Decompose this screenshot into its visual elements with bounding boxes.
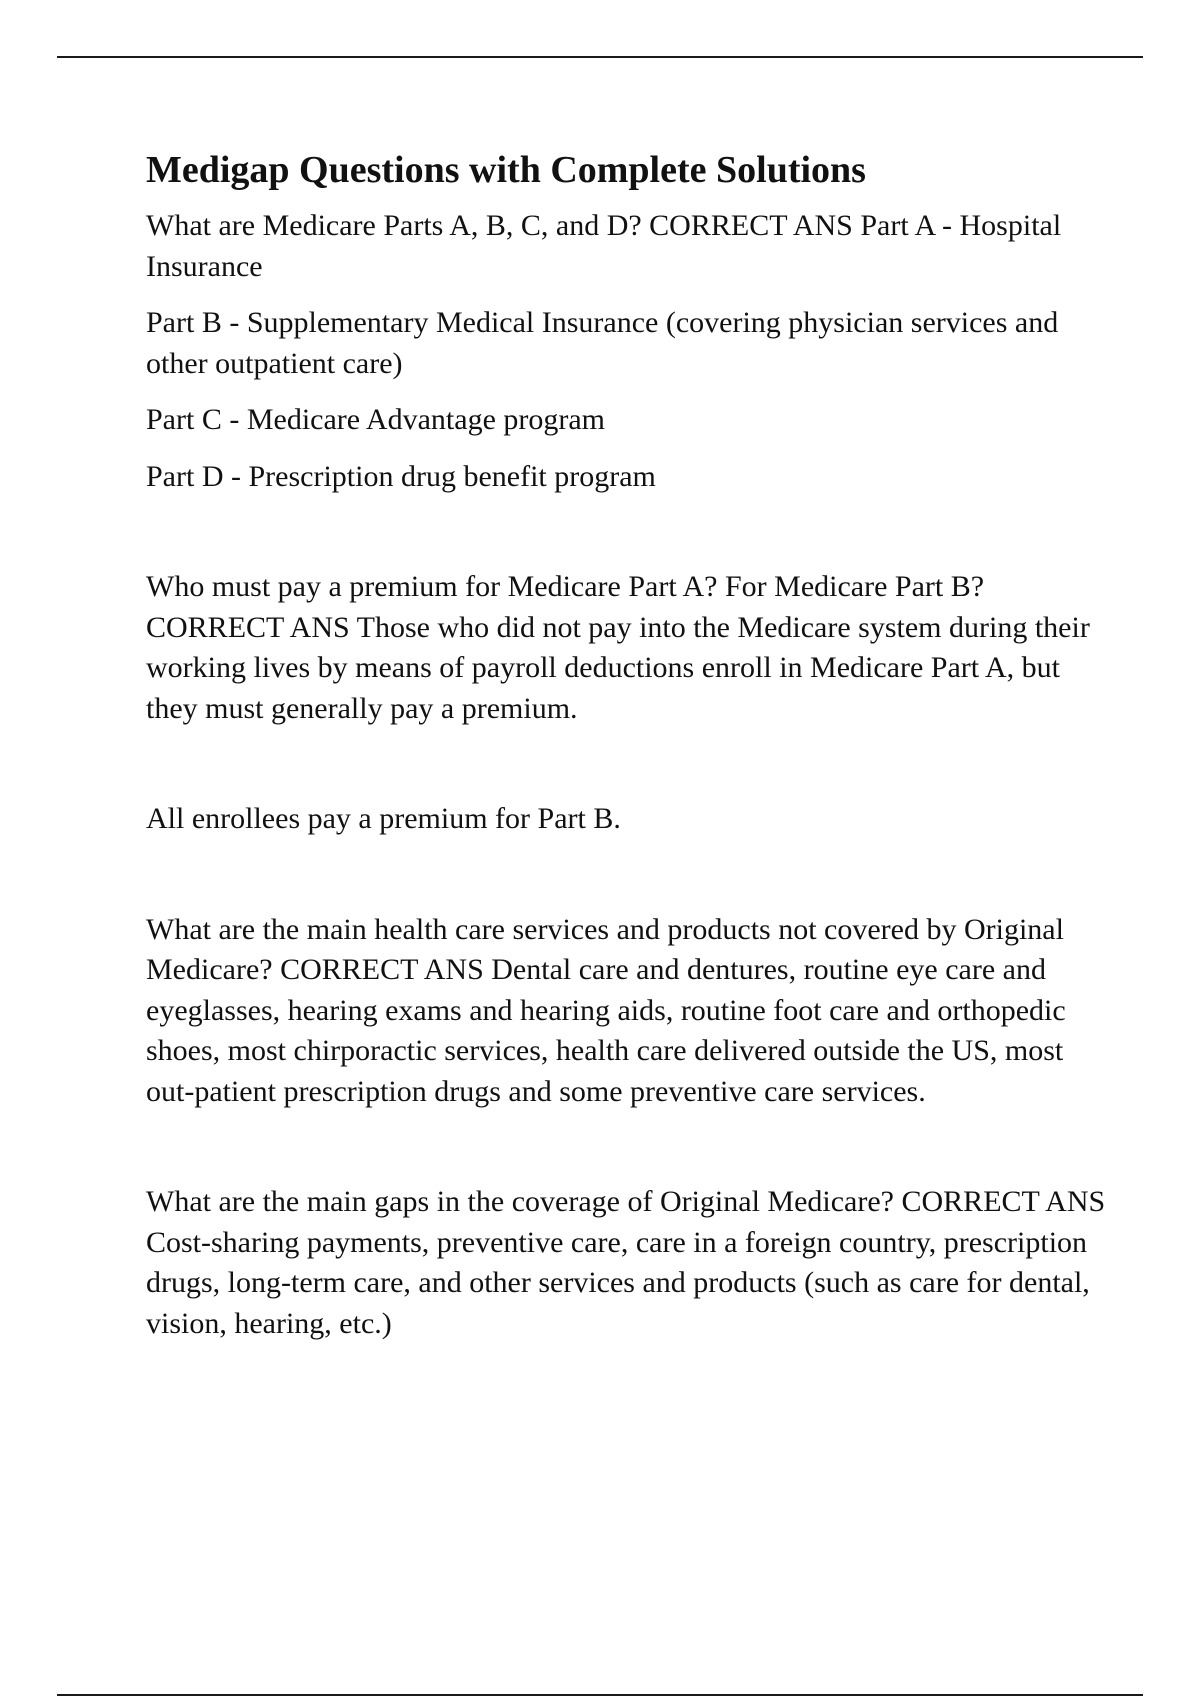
question-coverage-gaps: What are the main gaps in the coverage of Original Medicare? CORRECT ANS Cost-sharing payments, preventive care, care in a foreign country, prescription drugs, long-term care, and other services and products (such as care for dental, vision, hearing, etc.) <box>146 1185 1106 1340</box>
document-body <box>146 146 1106 1344</box>
question-not-covered: What are the main health care services and products not covered by Original Medicare? CORRECT ANS Dental care and dentures, routine eye care and eyeglasses, hearing exams and hearing aids, routine foot care and orthopedic shoes, most chirporactic services, health care delivered outside the US, most out-patient prescription drugs and some preventive care services. <box>146 912 1066 1108</box>
top-rule <box>57 56 1143 58</box>
answer-part-b-premium: All enrollees pay a premium for Part B. <box>146 802 621 835</box>
answer-part-b: Part B - Supplementary Medical Insurance (covering physician services and other outpatient care) <box>146 306 1059 380</box>
question-premium: Who must pay a premium for Medicare Part A? For Medicare Part B? CORRECT ANS Those who did not pay into the Medicare system during their working lives by means of payroll deductions enroll in Medicare Part A, but they must generally pay a premium. <box>146 570 1090 725</box>
answer-part-c: Part C - Medicare Advantage program <box>146 403 606 436</box>
bottom-rule <box>57 1694 1143 1696</box>
page-title: Medigap Questions with Complete Solutions <box>146 149 866 191</box>
answer-parts-overview: What are Medicare Parts A, B, C, and D? CORRECT ANS Part A - Hospital Insurance <box>146 209 1062 283</box>
answer-part-d: Part D - Prescription drug benefit program <box>146 459 656 493</box>
